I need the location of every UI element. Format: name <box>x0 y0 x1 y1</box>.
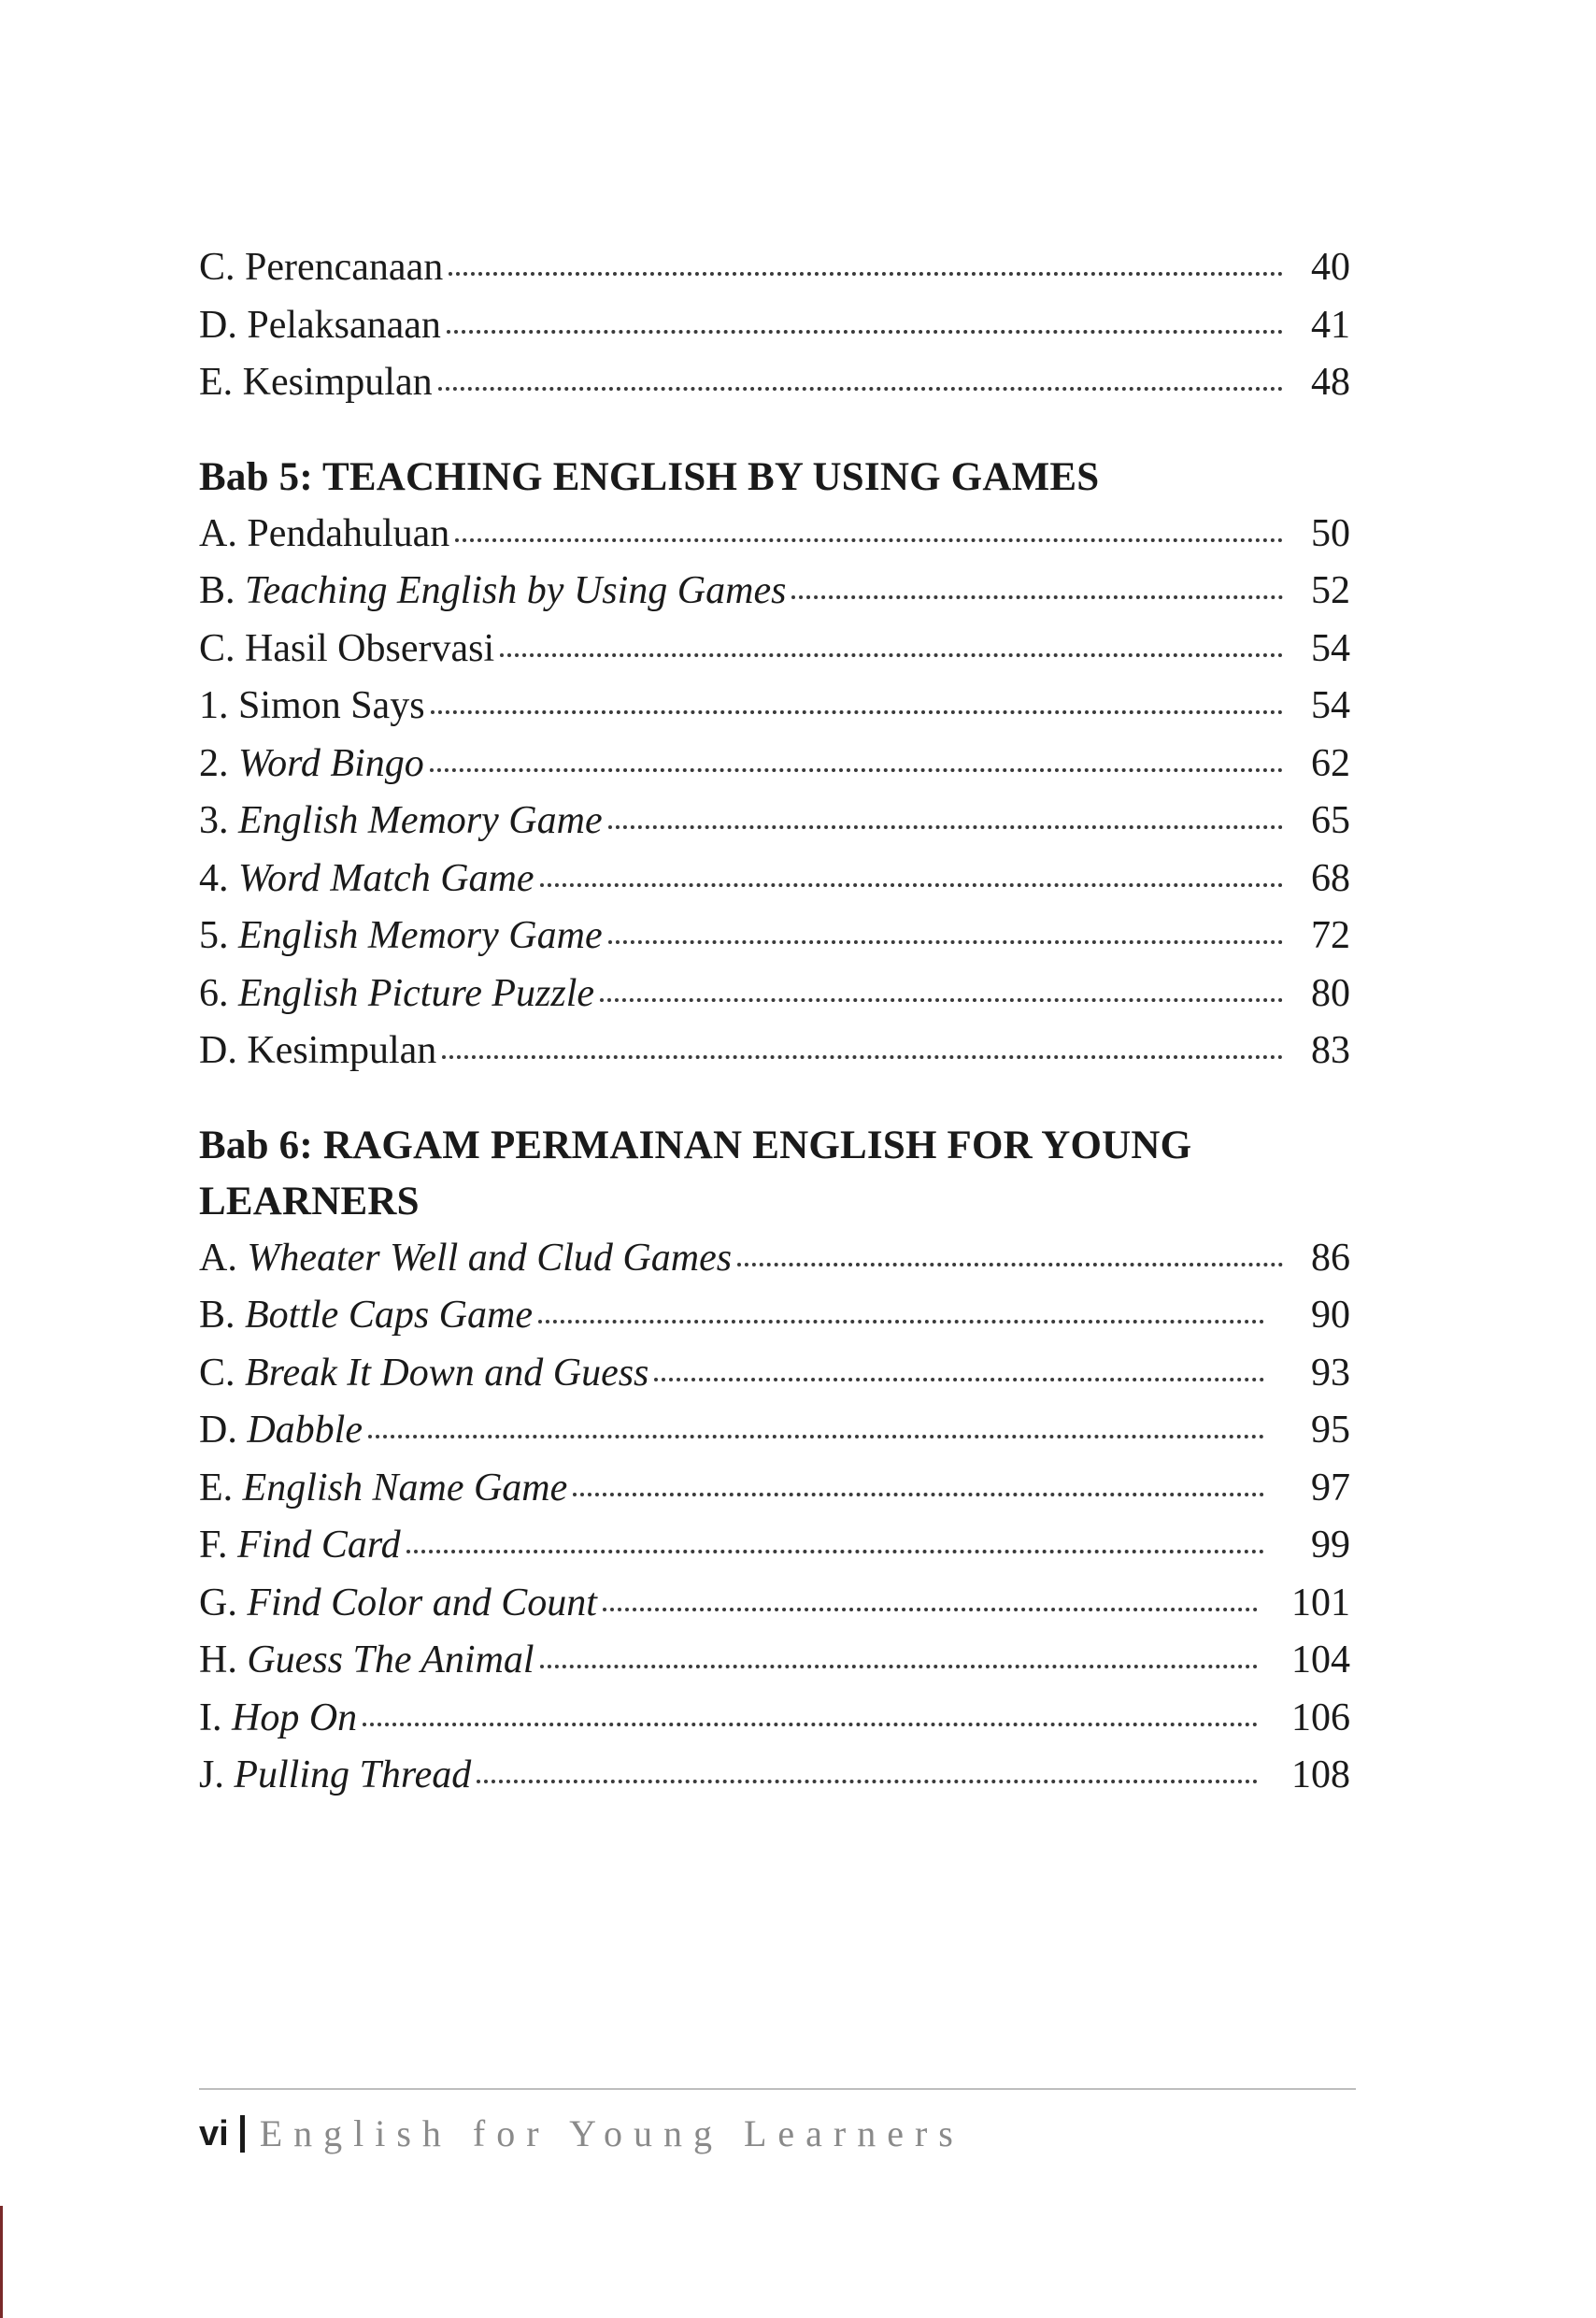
toc-entry[interactable] <box>199 1517 1350 1575</box>
toc-entry-number: D. <box>199 1029 237 1072</box>
toc-entry-number: 1. <box>199 684 229 727</box>
footer-text <box>199 2111 1356 2157</box>
toc-entry-number: 2. <box>199 741 229 785</box>
toc-entry-label <box>199 851 534 909</box>
dot-leader <box>737 1259 1283 1266</box>
toc-entry-number: 3. <box>199 799 229 842</box>
toc-entry-label <box>199 297 441 355</box>
toc-entry-page: 54 <box>1311 626 1350 670</box>
toc-entry-title: Pulling Thread <box>234 1753 472 1796</box>
dot-leader <box>573 1489 1264 1496</box>
toc-entry-page: 101 <box>1291 1581 1350 1624</box>
toc-entry-page: 68 <box>1311 856 1350 900</box>
toc-entry-label <box>199 1575 597 1633</box>
toc-entry-title: Perencanaan <box>245 246 444 289</box>
toc-entry-number: H. <box>199 1638 237 1681</box>
dot-leader <box>447 326 1283 334</box>
toc-entry-title: Kesimpulan <box>242 361 433 404</box>
toc-entry-title: Word Bingo <box>238 741 424 785</box>
toc-entry-number: 6. <box>199 971 229 1015</box>
dot-leader <box>538 1316 1264 1324</box>
toc-entry-number: I. <box>199 1696 222 1739</box>
toc-entry-number: G. <box>199 1581 237 1624</box>
toc-entry-page: 50 <box>1311 511 1350 555</box>
dot-leader <box>791 592 1283 599</box>
toc-entry-number: 5. <box>199 914 229 957</box>
toc-entry-number: B. <box>199 1294 235 1337</box>
footer-page-number: vi <box>199 2114 229 2153</box>
toc-entry[interactable] <box>199 851 1350 909</box>
toc-entry-number: C. <box>199 1351 235 1395</box>
toc-entry-number: 4. <box>199 856 229 900</box>
toc-entry-number: C. <box>199 626 235 670</box>
page-footer <box>199 2088 1356 2157</box>
toc-entry[interactable] <box>199 1460 1350 1518</box>
dot-leader <box>477 1776 1258 1783</box>
toc-entry-label <box>199 563 786 621</box>
toc-entry-label <box>199 1632 534 1690</box>
toc-entry-number: A. <box>199 1236 237 1280</box>
toc-entry-label <box>199 736 424 794</box>
toc-entry-page: 52 <box>1311 569 1350 612</box>
toc-entry-title: Pelaksanaan <box>247 303 441 347</box>
toc-entry-label <box>199 1023 436 1080</box>
toc-entry-page: 54 <box>1311 684 1350 727</box>
toc-entry-page: 97 <box>1311 1466 1350 1510</box>
toc-entry-title: Break It Down and Guess <box>245 1351 649 1395</box>
toc-entry-number: B. <box>199 569 235 612</box>
toc-entry-title: Guess The Animal <box>247 1638 534 1681</box>
dot-leader <box>368 1431 1264 1438</box>
toc-entry-title: Simon Says <box>238 684 425 727</box>
toc-entry-label <box>199 506 449 564</box>
dot-leader <box>600 994 1283 1002</box>
dot-leader <box>363 1719 1258 1726</box>
toc-entry-label <box>199 621 494 679</box>
toc-entry-title: Pendahuluan <box>247 511 450 555</box>
dot-leader <box>608 822 1283 829</box>
toc-entry-number: J. <box>199 1753 224 1796</box>
toc-entry-title: Word Match Game <box>238 856 534 900</box>
toc-entry-label <box>199 1287 533 1345</box>
toc-entry[interactable] <box>199 563 1350 621</box>
dot-leader <box>442 1052 1283 1059</box>
toc-entry-title: Kesimpulan <box>247 1029 437 1072</box>
toc-entry-page: 108 <box>1291 1753 1350 1796</box>
toc-entry[interactable] <box>199 1023 1350 1080</box>
toc-entry[interactable] <box>199 506 1350 564</box>
toc-entry[interactable] <box>199 239 1350 297</box>
toc-entry-label <box>199 678 425 736</box>
toc-entry[interactable] <box>199 1287 1350 1345</box>
footer-divider <box>240 2115 245 2153</box>
toc-entry-title: Wheater Well and Clud Games <box>247 1236 733 1280</box>
toc-entry-number: A. <box>199 511 237 555</box>
toc-entry-page: 40 <box>1311 246 1350 289</box>
table-of-contents <box>199 239 1350 1805</box>
toc-entry-number: C. <box>199 246 235 289</box>
toc-entry[interactable] <box>199 1575 1350 1633</box>
toc-entry-title: Dabble <box>247 1409 363 1452</box>
dot-leader <box>603 1604 1258 1611</box>
toc-entry-label <box>199 239 443 297</box>
toc-entry-label <box>199 354 433 412</box>
toc-entry-page: 41 <box>1311 303 1350 347</box>
toc-entry-title: Find Card <box>237 1524 401 1567</box>
dot-leader <box>608 937 1283 944</box>
toc-entry-label <box>199 1402 363 1460</box>
toc-entry-label <box>199 1345 648 1403</box>
toc-entry-page: 95 <box>1311 1409 1350 1452</box>
toc-entry-page: 90 <box>1311 1294 1350 1337</box>
dot-leader <box>449 268 1283 276</box>
dot-leader <box>540 880 1283 887</box>
toc-entry-title: English Memory Game <box>238 914 603 957</box>
toc-entry-page: 86 <box>1311 1236 1350 1280</box>
toc-entry-title: English Memory Game <box>238 799 603 842</box>
toc-entry[interactable] <box>199 1747 1350 1805</box>
toc-entry[interactable] <box>199 908 1350 966</box>
dot-leader <box>540 1661 1258 1668</box>
chapter-heading: Bab 5: TEACHING ENGLISH BY USING GAMES <box>199 454 1100 499</box>
toc-entry-page: 80 <box>1311 971 1350 1015</box>
dot-leader <box>430 765 1283 772</box>
toc-entry[interactable] <box>199 1632 1350 1690</box>
toc-entry-page: 93 <box>1311 1351 1350 1395</box>
toc-entry-page: 62 <box>1311 741 1350 785</box>
toc-entry-label <box>199 793 603 851</box>
toc-entry[interactable] <box>199 621 1350 679</box>
toc-entry-label <box>199 1230 732 1288</box>
dot-leader <box>500 650 1283 657</box>
toc-entry-label <box>199 966 594 1023</box>
toc-entry-label <box>199 908 603 966</box>
dot-leader <box>406 1546 1264 1553</box>
page-edge-mark <box>0 2206 3 2318</box>
toc-entry[interactable] <box>199 966 1350 1023</box>
toc-entry-number: D. <box>199 303 237 347</box>
toc-entry-page: 83 <box>1311 1029 1350 1072</box>
toc-entry-title: Hasil Observasi <box>245 626 495 670</box>
toc-entry-number: F. <box>199 1524 228 1567</box>
toc-entry[interactable] <box>199 297 1350 355</box>
toc-entry-number: E. <box>199 361 234 404</box>
toc-entry-label <box>199 1460 567 1518</box>
dot-leader <box>455 535 1283 542</box>
toc-entry[interactable] <box>199 678 1350 736</box>
toc-entry-page: 65 <box>1311 799 1350 842</box>
toc-entry[interactable] <box>199 1402 1350 1460</box>
toc-entry-page: 72 <box>1311 914 1350 957</box>
toc-section-bab-6 <box>199 1118 1350 1805</box>
toc-entry-label <box>199 1690 357 1748</box>
toc-entry-page: 99 <box>1311 1524 1350 1567</box>
dot-leader <box>438 383 1283 391</box>
toc-entry[interactable] <box>199 354 1350 412</box>
dot-leader <box>431 707 1283 714</box>
toc-entry-number: E. <box>199 1466 234 1510</box>
toc-entry-label <box>199 1517 401 1575</box>
toc-entry-title: Bottle Caps Game <box>245 1294 533 1337</box>
toc-entry-page: 104 <box>1291 1638 1350 1681</box>
toc-entry-title: English Picture Puzzle <box>238 971 595 1015</box>
toc-entry[interactable] <box>199 793 1350 851</box>
toc-entry-title: Teaching English by Using Games <box>245 569 787 612</box>
toc-entry[interactable] <box>199 1690 1350 1748</box>
toc-entry-page: 106 <box>1291 1696 1350 1739</box>
toc-entry-page: 48 <box>1311 361 1350 404</box>
toc-section-continued <box>199 239 1350 412</box>
chapter-heading: Bab 6: RAGAM PERMAINAN ENGLISH FOR YOUNG LEARNERS <box>199 1123 1192 1223</box>
footer-book-title: English for Young Learners <box>259 2112 964 2154</box>
toc-entry-title: Find Color and Count <box>247 1581 597 1624</box>
dot-leader <box>654 1374 1264 1381</box>
toc-entry-title: English Name Game <box>242 1466 568 1510</box>
toc-section-bab-5 <box>199 450 1350 1080</box>
toc-entry[interactable] <box>199 1230 1350 1288</box>
toc-entry[interactable] <box>199 1345 1350 1403</box>
toc-entry[interactable] <box>199 736 1350 794</box>
toc-entry-title: Hop On <box>232 1696 358 1739</box>
toc-entry-label <box>199 1747 471 1805</box>
toc-entry-number: D. <box>199 1409 237 1452</box>
